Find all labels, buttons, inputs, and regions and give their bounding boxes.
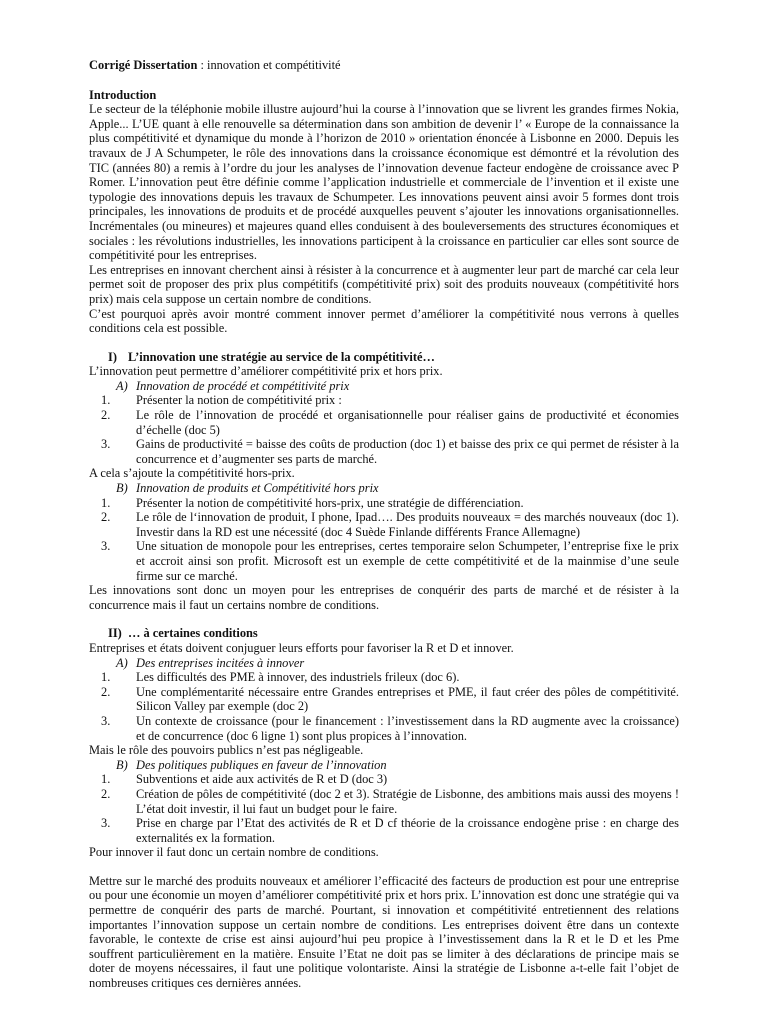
list-item-number: 1. bbox=[101, 393, 111, 408]
part2-conclusion: Pour innover il faut donc un certain nombre de conditions. bbox=[89, 845, 379, 860]
list-item-number: 3. bbox=[101, 816, 111, 831]
list-item bbox=[89, 408, 679, 437]
list-item bbox=[89, 772, 679, 787]
part1-heading bbox=[89, 350, 679, 365]
part2-heading bbox=[89, 626, 679, 641]
list-item bbox=[89, 437, 679, 466]
part2-subA-heading bbox=[89, 656, 679, 671]
part1-subA-letter: A) bbox=[116, 378, 128, 393]
list-item-number: 2. bbox=[101, 684, 111, 699]
list-item bbox=[89, 393, 679, 408]
part2-subB-heading bbox=[89, 758, 679, 773]
intro-paragraph-1: Le secteur de la téléphonie mobile illustre aujourd’hui la course à l’innovation que se livrent les grandes firmes Nokia, Apple... L’UE quant à elle renouvelle sa détermination dans son ambition de devenir l’ « Europe de la connaissance la plus compétitivité et dynamique du monde à l’horizon de 2010 » orientation énoncée à Lisbonne en 2000. Depuis les travaux de J A Schumpeter, le rôle des innovations dans la croissance économique est démontré et la révolution des TIC (années 80) a remis à l’ordre du jour les analyses de l’innovation devenue facteur endogène de croissance avec P Romer. L’innovation peut être définie comme l’application industrielle et commerciale de l’invention et il existe une typologie des innovations depuis les travaux de Schumpeter. Les innovations peuvent ainsi avoir 5 formes dont trois principales, les innovations de produits et de procédé auxquelles peuvent s’ajouter les innovations organisationnelles. Incrémentales (ou mineures) et majeures quand elles conduisent à des bouleversements des structures économiques et sociales : les révolutions industrielles, les innovations participent à la croissance en particulier car elles sont source de compétitivité pour les entreprises. bbox=[89, 102, 679, 263]
part1-subB-letter: B) bbox=[116, 481, 128, 496]
list-item-number: 3. bbox=[101, 437, 111, 452]
list-item-number: 1. bbox=[101, 772, 111, 787]
list-item-text: Création de pôles de compétitivité (doc 2 et 3). Stratégie de Lisbonne, des ambitions mais aussi des moyens ! L’état doit investir, il lui faut un budget pour le faire. bbox=[136, 786, 679, 816]
part2-transition: Mais le rôle des pouvoirs publics n’est pas négligeable. bbox=[89, 743, 364, 758]
part1-conclusion: Les innovations sont donc un moyen pour les entreprises de conquérir des parts de marché et de résister à la concurrence mais il faut un certains nombre de conditions. bbox=[89, 583, 679, 612]
list-item-text: Prise en charge par l’Etat des activités de R et D cf théorie de la croissance endogène prise : en charge des externalités ex la formation. bbox=[136, 816, 679, 845]
list-item-text: Le rôle de l’innovation de procédé et organisationnelle pour réaliser gains de productivité et économies d’échelle (doc 5) bbox=[136, 408, 679, 437]
list-item bbox=[89, 510, 679, 539]
intro-paragraph-2: Les entreprises en innovant cherchent ainsi à résister à la concurrence et à augmenter leur part de marché car cela leur permet soit de proposer des prix plus compétitifs (compétitivité prix) soit des produits nouveaux (compétitivité hors prix) mais cela suppose un certain nombre de conditions. bbox=[89, 262, 679, 306]
list-item-text: Subventions et aide aux activités de R et D (doc 3) bbox=[136, 772, 388, 787]
list-item-number: 3. bbox=[101, 713, 111, 728]
part2-number: II) bbox=[108, 626, 122, 641]
part1-subB-title: Innovation de produits et Compétitivité hors prix bbox=[136, 481, 379, 496]
list-item-text: Les difficultés des PME à innover, des industriels frileux (doc 6). bbox=[136, 670, 460, 685]
list-item-text: Présenter la notion de compétitivité prix : bbox=[136, 393, 342, 408]
part1-subA-heading bbox=[89, 379, 679, 394]
list-item-text: Présenter la notion de compétitivité hors-prix, une stratégie de différenciation. bbox=[136, 495, 524, 510]
part1-number: I) bbox=[108, 349, 117, 364]
list-item-number: 3. bbox=[101, 539, 111, 554]
list-item-number: 2. bbox=[101, 408, 111, 423]
list-item-text: Un contexte de croissance (pour le financement : l’investissement dans la RD augmente avec la croissance) et de concurrence (doc 6 ligne 1) sont plus propices à l’innovation. bbox=[136, 713, 679, 743]
list-item-text: Une situation de monopole pour les entreprises, certes temporaire selon Schumpeter, l’entreprise fixe le prix et accroit ainsi son profit. Microsoft est un exemple de cette compétitivité et de la mainmise d’une seule firme sur ce marché. bbox=[136, 539, 679, 583]
list-item bbox=[89, 685, 679, 714]
part2-title: … à certaines conditions bbox=[128, 626, 258, 641]
final-conclusion-paragraph: Mettre sur le marché des produits nouveaux et améliorer l’efficacité des facteurs de production est pour une entreprise ou pour une économie un moyen d’améliorer compétitivité prix et hors prix. L’innovation est donc une stratégie qui va permettre de conquérir des parts de marché. Pourtant, si innovation et compétitivité entretiennent des relations importantes l’innovation suppose un certain nombre de conditions. Les entreprises doivent être dans un contexte favorable, le contexte de crise est ainsi aujourd’hui peu propice à l’investissement dans la R et le D et les Pme souffrent particulièrement en la matière. Ensuite l’Etat ne doit pas se limiter à des déclarations de principe mais se doter de moyens nécessaires, il faut une politique volontariste. Ainsi la stratégie de Lisbonne a-t-elle fait l’objet de nombreuses critiques ces dernières années. bbox=[89, 873, 679, 991]
part2-subB-title: Des politiques publiques en faveur de l’innovation bbox=[136, 757, 387, 772]
part2-subA-letter: A) bbox=[116, 655, 128, 670]
list-item-number: 2. bbox=[101, 510, 111, 525]
part1-subB-heading bbox=[89, 481, 679, 496]
list-item-number: 1. bbox=[101, 670, 111, 685]
document-title bbox=[89, 58, 679, 73]
document-title-subject: : innovation et compétitivité bbox=[197, 58, 341, 72]
list-item-text: Une complémentarité nécessaire entre Grandes entreprises et PME, il faut créer des pôles de compétitivité. Silicon Valley par exemple (doc 2) bbox=[136, 684, 679, 714]
list-item bbox=[89, 539, 679, 583]
part2-lead: Entreprises et états doivent conjuguer leurs efforts pour favoriser la R et D et innover. bbox=[89, 640, 514, 655]
part2-subA-title: Des entreprises incitées à innover bbox=[136, 655, 305, 670]
list-item bbox=[89, 496, 679, 511]
list-item-text: Gains de productivité = baisse des coûts de production (doc 1) et baisse des prix ce qui permet de résister à la concurrence et d’augmenter ses parts de marché. bbox=[136, 437, 679, 466]
list-item bbox=[89, 714, 679, 743]
document-title-bold: Corrigé Dissertation bbox=[89, 58, 198, 72]
list-item bbox=[89, 816, 679, 845]
list-item bbox=[89, 787, 679, 816]
list-item-number: 2. bbox=[101, 786, 111, 801]
list-item bbox=[89, 670, 679, 685]
intro-heading: Introduction bbox=[89, 87, 157, 102]
intro-paragraph-3: C’est pourquoi après avoir montré comment innover permet d’améliorer la compétitivité nous verrons à quelles conditions cela est possible. bbox=[89, 306, 679, 336]
part1-transition: A cela s’ajoute la compétitivité hors-prix. bbox=[89, 466, 295, 481]
spacer bbox=[89, 860, 679, 874]
list-item-text: Le rôle de l‘innovation de produit, I phone, Ipad…. Des produits nouveaux = des marchés nouveaux (doc 1). Investir dans la RD est une nécessité (doc 4 Suède Finlande différents France Allemagne) bbox=[136, 510, 679, 539]
part2-subB-letter: B) bbox=[116, 757, 128, 772]
part1-subA-title: Innovation de procédé et compétitivité prix bbox=[136, 378, 350, 393]
part1-lead: L’innovation peut permettre d’améliorer compétitivité prix et hors prix. bbox=[89, 364, 443, 379]
part1-title: L’innovation une stratégie au service de la compétitivité… bbox=[128, 349, 435, 364]
list-item-number: 1. bbox=[101, 495, 111, 510]
